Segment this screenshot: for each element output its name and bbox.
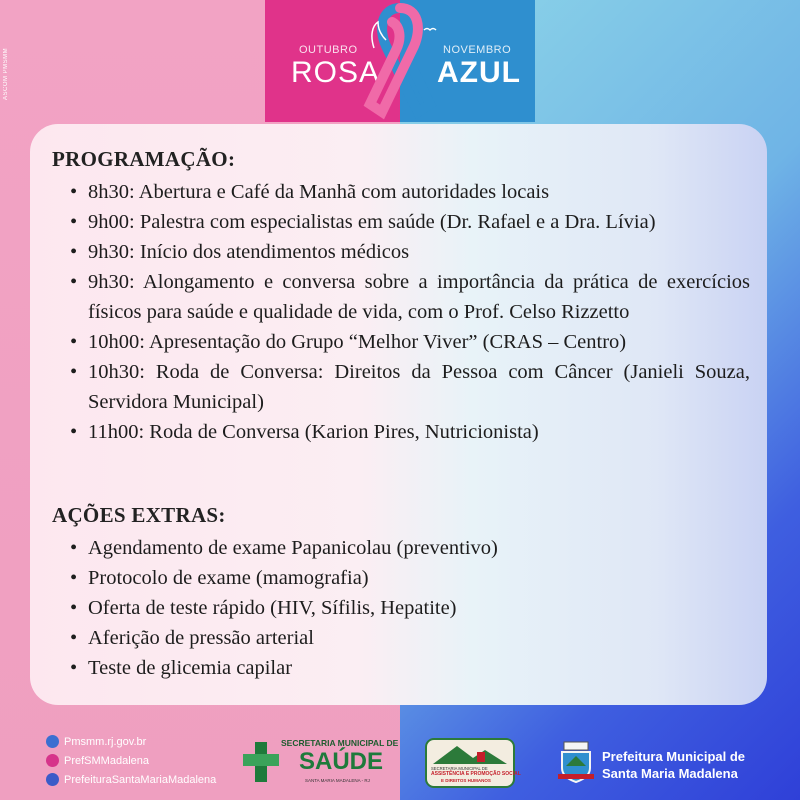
coat-of-arms-icon (556, 740, 596, 784)
assistencia-line2: ASSISTÊNCIA E PROMOÇÃO SOCIAL (431, 771, 521, 777)
list-item: • 9h30: Alongamento e conversa sobre a importância da prática de exercícios físicos para saúde e qualidade de vida, com o Prof. Celso Rizzetto (52, 267, 750, 327)
programacao-title: PROGRAMAÇÃO: (52, 147, 236, 171)
list-item: • Oferta de teste rápido (HIV, Sífilis, Hepatite) (52, 593, 750, 623)
social-instagram[interactable] (46, 751, 216, 770)
facebook-label: PrefeituraSantaMariaMadalena (64, 773, 217, 786)
facebook-icon (46, 773, 59, 786)
ribbon-icon (360, 0, 440, 122)
list-item: • Agendamento de exame Papanicolau (preventivo) (52, 533, 750, 563)
acoes-title: AÇÕES EXTRAS: (52, 503, 226, 527)
mountain-icon (427, 740, 513, 766)
list-item: • 11h00: Roda de Conversa (Karion Pires, Nutricionista) (52, 417, 750, 447)
saude-logo (243, 736, 399, 786)
prefeitura-line1: Prefeitura Municipal de (602, 749, 746, 764)
acoes-list (52, 533, 750, 683)
prefeitura-line2: Santa Maria Madalena (602, 766, 738, 781)
list-item: • 10h00: Apresentação do Grupo “Melhor Viver” (CRAS – Centro) (52, 327, 750, 357)
instagram-icon (46, 754, 59, 767)
assistencia-line3: E DIREITOS HUMANOS (441, 778, 491, 783)
prefeitura-name (602, 748, 745, 782)
assistencia-line1: SECRETARIA MUNICIPAL DE (431, 766, 488, 771)
saude-big-label: SAÚDE (299, 748, 384, 775)
health-cross-icon (243, 740, 279, 784)
list-item: • 10h30: Roda de Conversa: Direitos da Pessoa com Câncer (Janieli Souza, Servidora Municipal) (52, 357, 750, 417)
social-website[interactable] (46, 732, 216, 751)
list-item: • Aferição de pressão arterial (52, 623, 750, 653)
info-card (30, 124, 767, 705)
programacao-list (52, 177, 750, 447)
list-item: • 9h00: Palestra com especialistas em saúde (Dr. Rafael e a Dra. Lívia) (52, 207, 750, 237)
saude-sub-label: SANTA MARIA MADALENA - RJ (305, 778, 370, 783)
novembro-label: NOVEMBRO (443, 44, 512, 56)
saude-top-label: SECRETARIA MUNICIPAL DE (281, 738, 399, 748)
social-links (46, 732, 216, 789)
globe-icon (46, 735, 59, 748)
assistencia-logo (425, 738, 521, 788)
ascom-credit: ASCOM PMSMM (3, 47, 9, 100)
list-item: • 9h30: Início dos atendimentos médicos (52, 237, 750, 267)
rosa-label: ROSA (291, 56, 381, 89)
list-item: • Teste de glicemia capilar (52, 653, 750, 683)
campaign-header (265, 0, 535, 122)
list-item: • 8h30: Abertura e Café da Manhã com autoridades locais (52, 177, 750, 207)
social-facebook[interactable] (46, 770, 216, 789)
azul-label: AZUL (437, 56, 521, 89)
outubro-label: OUTUBRO (299, 44, 358, 56)
instagram-label: PrefSMMadalena (64, 754, 149, 767)
website-label: Pmsmm.rj.gov.br (64, 735, 147, 748)
prefeitura-logo (556, 740, 756, 786)
list-item: • Protocolo de exame (mamografia) (52, 563, 750, 593)
